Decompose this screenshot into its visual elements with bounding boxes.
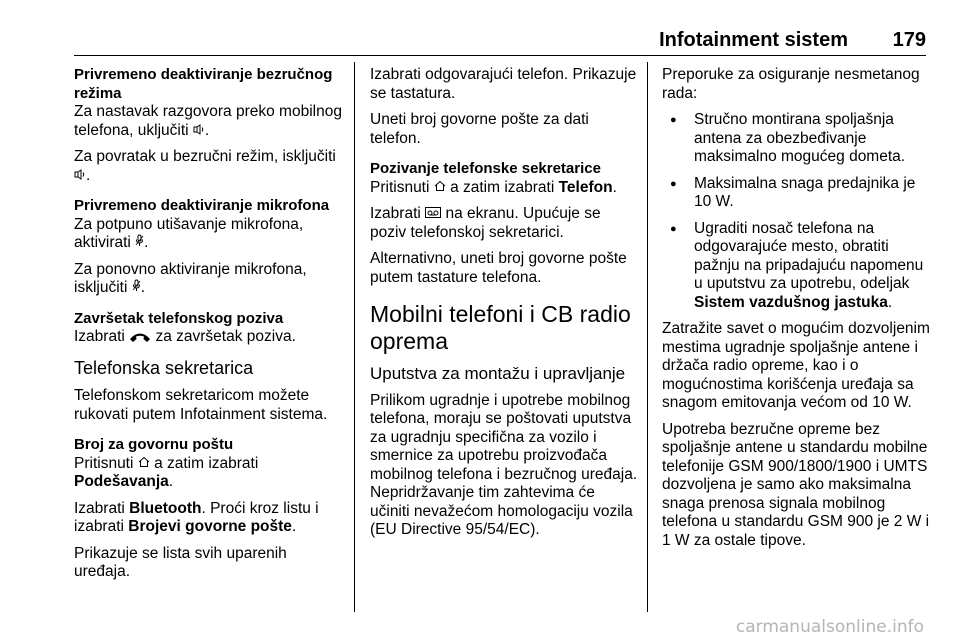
paragraph-text: za završetak poziva. (155, 328, 296, 345)
page-number: 179 (892, 29, 926, 51)
paragraph-text: Za nastavak razgovora preko mobilnog telefona, uključiti (74, 103, 342, 139)
list-item: ● Ugraditi nosač telefona na odgovarajuće mesto, obratiti pažnju na pripadajuću napomenu u uputstvu za upotrebu, odeljak Sistem vazdušnog jastuka. (662, 220, 932, 313)
paragraph-text: . Proći kroz listu i izabrati (74, 499, 319, 535)
paragraph-text: Pritisnuti (370, 178, 430, 196)
paragraph (74, 328, 346, 347)
paragraph: Prilikom ugradnje i upotrebe mobilnog telefona, moraju se poštovati uputstva za ugradnju specifična za vozilo i smernice za upotrebu proizvođača mobilnog telefona i bezručnog uređaja. Nepridržavanje tim zahtevima će učiniti nevažećom homologaciju vozila (EU Directive 95/54/EC). (370, 391, 638, 538)
paragraph: Izabrati odgovarajući telefon. Prikazuje se tastatura. (370, 66, 637, 102)
mic-icon (132, 279, 141, 292)
section-heading: Privremeno deaktiviranje bezručnog režima (74, 66, 333, 102)
bullet-list (662, 111, 932, 312)
mic-icon (135, 234, 144, 247)
paragraph: Pritisnuti a zatim izabrati Podešavanja. (74, 454, 259, 490)
paragraph: Upotreba bezručne opreme bez spoljašnje antene u standardu mobilne telefonije GSM 900/1800/1900 i UMTS dozvoljena je samo ako maksimalna snaga prenosa signala mobilnog telefona u standardu GSM 900 je 2 W i 1 W za ostale tipove. (662, 420, 930, 549)
paragraph-text: Ugraditi nosač telefona na odgovarajuće mesto, obratiti pažnju na pripadajuću napomenu u uputstvu za upotrebu, odeljak (694, 219, 924, 292)
paragraph: Izabrati Bluetooth. Proći kroz listu i izabrati Brojevi govorne pošte. (74, 499, 319, 535)
paragraph: Prikazuje se lista svih uparenih uređaja. (74, 544, 287, 580)
column-1 (74, 66, 346, 590)
list-item: ● Stručno montirana spoljašnja antena za obezbeđivanje maksimalno mogućeg dometa. (662, 111, 932, 167)
paragraph-text: Za povratak u bezručni režim, isključiti (74, 148, 336, 165)
section-heading: Pozivanje telefonske sekretarice (370, 160, 601, 177)
section-heading: Završetak telefonskog poziva (74, 309, 284, 327)
section-heading: Broj za govornu poštu (74, 436, 234, 453)
paragraph-text: Izabrati (74, 328, 125, 345)
paragraph: Uneti broj govorne pošte za dati telefon. (370, 111, 589, 147)
paragraph: Za ponovno aktiviranje mikrofona, isključiti . (74, 260, 307, 296)
speaker-icon (74, 169, 86, 180)
paragraph: Za potpuno utišavanje mikrofona, aktivirati . (74, 215, 304, 251)
paragraph: Preporuke za osiguranje nesmetanog rada: (662, 66, 920, 102)
column-3 (662, 66, 932, 558)
list-item: ● Maksimalna snaga predajnika je 10 W. (662, 175, 932, 212)
menu-reference: Bluetooth (129, 499, 202, 517)
paragraph-text: a zatim izabrati (450, 178, 555, 196)
paragraph-text: Za ponovno aktiviranje mikrofona, isključiti (74, 260, 307, 296)
paragraph: Alternativno, uneti broj govorne pošte putem tastature telefona. (370, 250, 627, 286)
paragraph: Za povratak u bezručni režim, isključiti . (74, 148, 336, 184)
menu-reference: Brojevi govorne pošte (128, 518, 292, 535)
column-divider (647, 62, 648, 612)
chapter-title: Mobilni telefoni i CB radio oprema (370, 301, 631, 354)
paragraph: Pritisnuti a zatim izabrati Telefon. (370, 178, 617, 196)
paragraph: Telefonskom sekretaricom možete rukovati putem Infotainment sistema. (74, 387, 328, 423)
home-icon (138, 456, 150, 468)
section-title: Telefonska sekretarica (74, 357, 254, 378)
page-header (74, 0, 926, 58)
paragraph-text: a zatim izabrati (154, 454, 259, 472)
section-reference: Sistem vazdušnog jastuka (694, 293, 888, 311)
watermark: carmanualsonline.info (735, 617, 924, 637)
speaker-icon (193, 124, 205, 135)
hang-up-icon (129, 331, 151, 343)
paragraph-text: Pritisnuti (74, 454, 134, 472)
header-rule (74, 55, 926, 56)
paragraph-text: Izabrati (370, 205, 421, 222)
section-heading: Privremeno deaktiviranje mikrofona (74, 197, 330, 214)
paragraph: Za nastavak razgovora preko mobilnog telefona, uključiti . (74, 103, 342, 139)
paragraph-text: Za potpuno utišavanje mikrofona, aktivirati (74, 215, 304, 251)
section-title: Uputstva za montažu i upravljanje (370, 364, 626, 383)
paragraph: Zatražite savet o mogućim dozvoljenim mestima ugradnje spoljašnje antene i držača radio opreme, kao i o mogućnostima korišćenja uređaja sa snagom emitovanja većom od 10 W. (662, 320, 930, 411)
paragraph-text: na ekranu. Upućuje se poziv telefonskoj sekretarici. (370, 205, 601, 241)
column-2 (370, 66, 638, 548)
paragraph-text: Izabrati (74, 499, 125, 517)
menu-reference: Podešavanja (74, 473, 169, 490)
menu-reference: Telefon (558, 178, 613, 196)
voicemail-icon (425, 207, 441, 218)
paragraph (370, 205, 638, 242)
home-icon (434, 180, 446, 192)
column-divider (354, 62, 355, 612)
header-title: Infotainment sistem (659, 29, 848, 51)
